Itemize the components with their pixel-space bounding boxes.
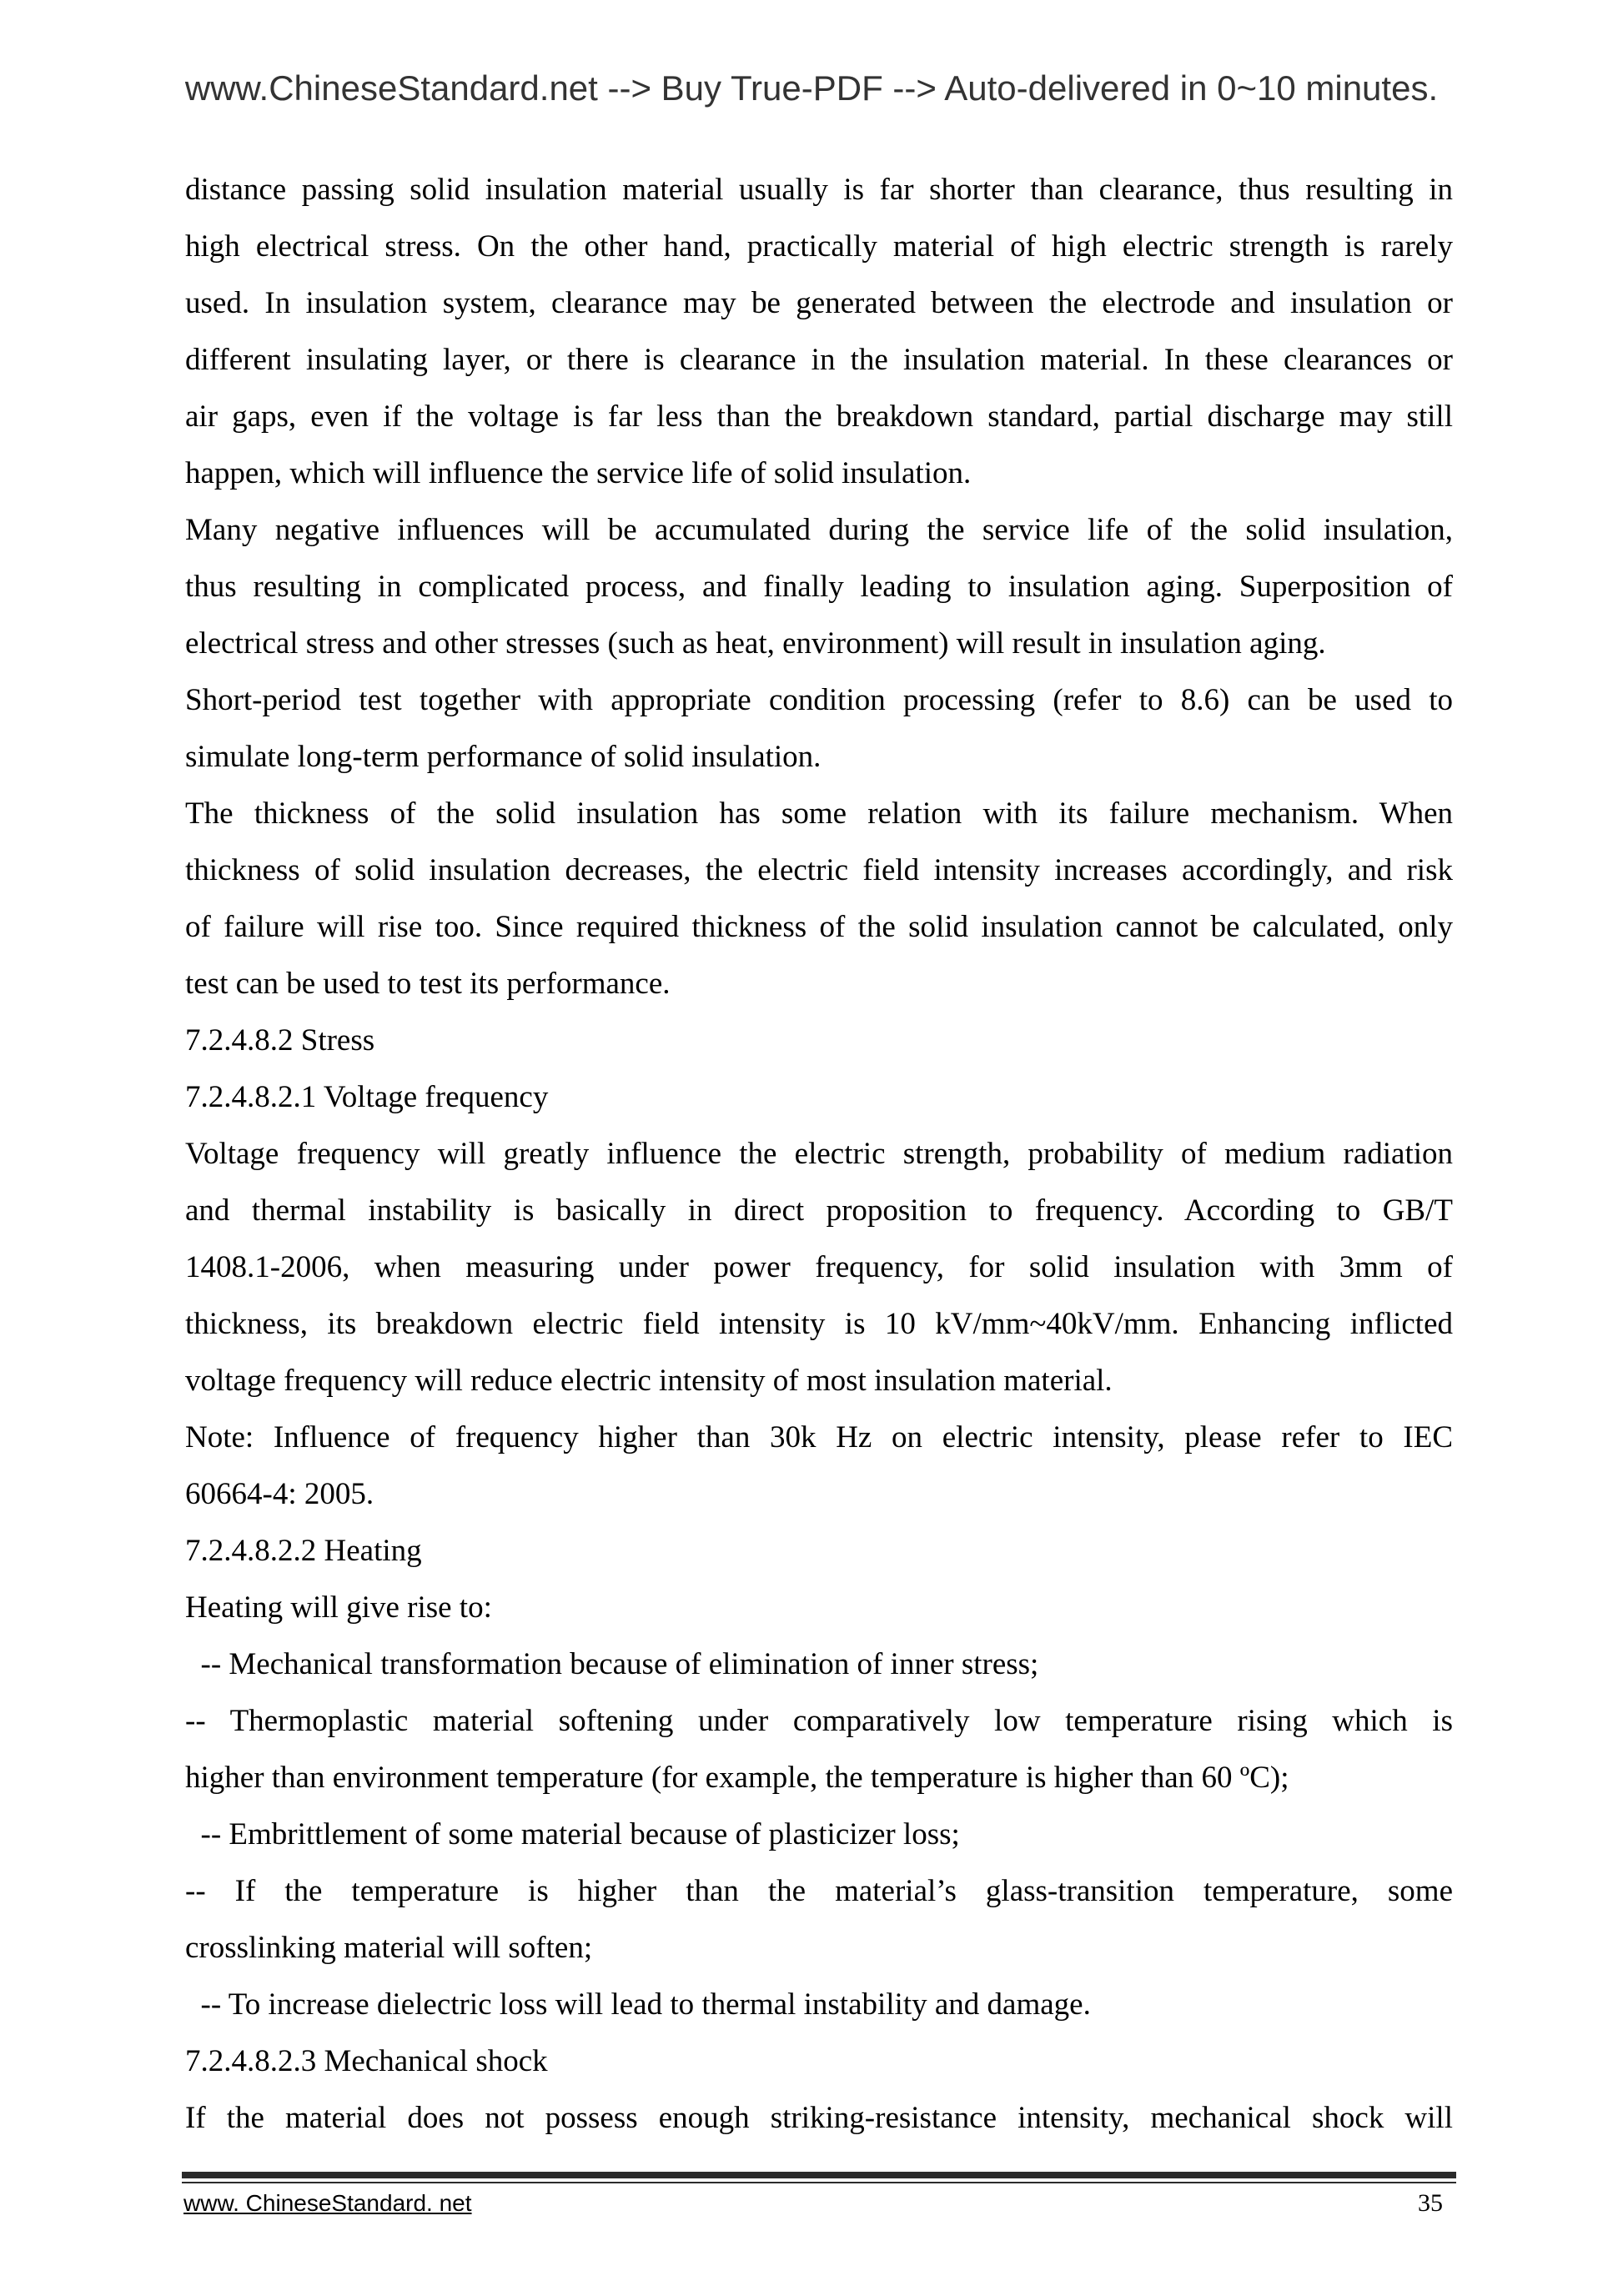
page-banner: www.ChineseStandard.net --> Buy True-PDF --> Auto-delivered in 0~10 minutes. [184,68,1439,108]
text-line: -- Mechanical transformation because of elimination of inner stress; [185,1647,1039,1681]
text-line: Short-period test together with appropriate condition processing (refer to 8.6) can be used to [185,683,1453,717]
document-body [185,162,1453,2147]
text-line: thus resulting in complicated process, and finally leading to insulation aging. Superposition of [185,570,1453,604]
text-line: test can be used to test its performance. [185,967,671,1001]
text-line: 7.2.4.8.2.2 Heating [185,1534,422,1568]
text-line: 7.2.4.8.2.1 Voltage frequency [185,1080,549,1114]
text-line: and thermal instability is basically in direct proposition to frequency. According to GB/T [185,1193,1453,1228]
text-line: crosslinking material will soften; [185,1931,593,1965]
text-line: Heating will give rise to: [185,1590,492,1625]
text-line: -- Thermoplastic material softening under comparatively low temperature rising which is [185,1704,1453,1738]
page-number: 35 [1418,2189,1443,2217]
text-line: used. In insulation system, clearance may be generated between the electrode and insulation or [185,286,1453,320]
text-line: Note: Influence of frequency higher than 30k Hz on electric intensity, please refer to IEC [185,1420,1453,1454]
text-line: happen, which will influence the service life of solid insulation. [185,456,972,490]
text-line: The thickness of the solid insulation has some relation with its failure mechanism. When [185,796,1453,831]
text-line: high electrical stress. On the other hand, practically material of high electric strength is rarely [185,229,1453,264]
text-line: electrical stress and other stresses (such as heat, environment) will result in insulation aging. [185,626,1326,661]
text-line: simulate long-term performance of solid insulation. [185,740,822,774]
text-line: 60664-4: 2005. [185,1477,374,1511]
text-line: 7.2.4.8.2.3 Mechanical shock [185,2044,548,2078]
footer-site-link[interactable]: www. ChineseStandard. net [183,2190,472,2216]
text-line: -- Embrittlement of some material because of plasticizer loss; [185,1817,960,1851]
text-line: 7.2.4.8.2 Stress [185,1023,375,1058]
text-line: different insulating layer, or there is clearance in the insulation material. In these clearances or [185,343,1453,377]
text-line: Many negative influences will be accumulated during the service life of the solid insulation, [185,513,1453,547]
text-line: If the material does not possess enough striking-resistance intensity, mechanical shock will [185,2101,1453,2135]
text-line: distance passing solid insulation material usually is far shorter than clearance, thus resulting in [185,173,1453,207]
text-line: of failure will rise too. Since required thickness of the solid insulation cannot be calculated, only [185,910,1453,944]
text-line: higher than environment temperature (for example, the temperature is higher than 60 ºC); [185,1761,1289,1795]
footer-divider [182,2172,1456,2178]
text-line: Voltage frequency will greatly influence the electric strength, probability of medium radiation [185,1137,1453,1171]
footer-divider-thin [182,2182,1456,2183]
text-line: thickness, its breakdown electric field intensity is 10 kV/mm~40kV/mm. Enhancing inflicted [185,1307,1453,1341]
text-line: thickness of solid insulation decreases, the electric field intensity increases accordingly, and risk [185,853,1453,887]
text-line: 1408.1-2006, when measuring under power frequency, for solid insulation with 3mm of [185,1250,1453,1284]
text-line: -- If the temperature is higher than the material’s glass-transition temperature, some [185,1874,1453,1908]
text-line: -- To increase dielectric loss will lead to thermal instability and damage. [185,1987,1091,2022]
text-line: voltage frequency will reduce electric intensity of most insulation material. [185,1364,1113,1398]
text-line: air gaps, even if the voltage is far less than the breakdown standard, partial discharge may still [185,399,1453,434]
